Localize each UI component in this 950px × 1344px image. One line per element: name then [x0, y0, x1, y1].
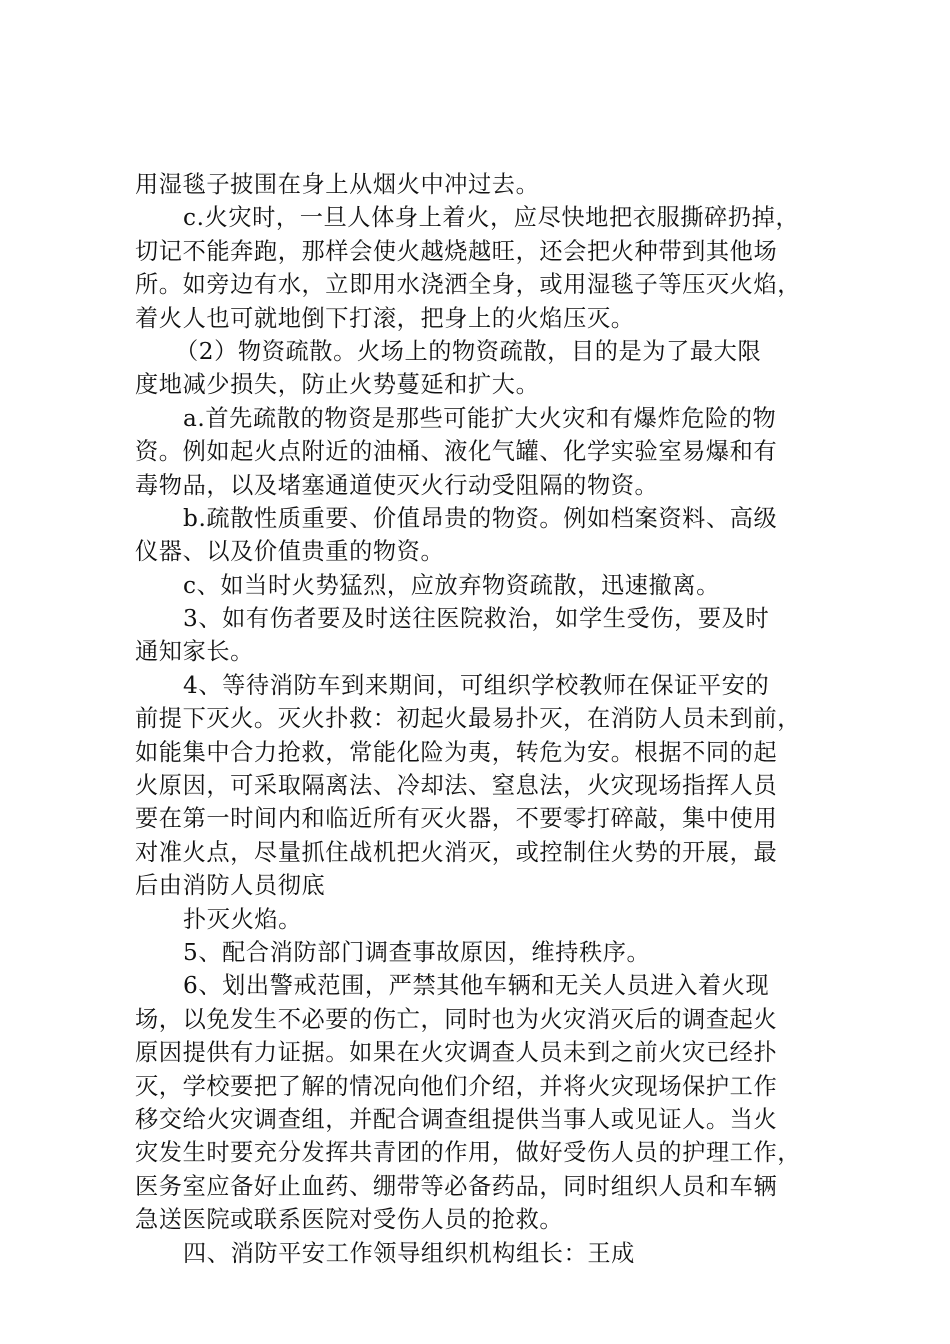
text-line: 要在第一时间内和临近所有灭火器，不要零打碎敲，集中使用	[135, 805, 778, 833]
text-line: 着火人也可就地倒下打滚，把身上的火焰压灭。	[135, 304, 635, 332]
text-line: 后由消防人员彻底	[135, 872, 326, 900]
text-line: 仪器、以及价值贵重的物资。	[135, 538, 445, 566]
text-line: 灭，学校要把了解的情况向他们介绍，并将火灾现场保护工作	[135, 1072, 778, 1100]
text-line: 移交给火灾调查组，并配合调查组提供当事人或见证人。当火	[135, 1105, 778, 1133]
text-line: 前提下灭火。灭火扑救：初起火最易扑灭，在消防人员未到前，	[135, 705, 802, 733]
text-line: 医务室应备好止血药、绷带等必备药品，同时组织人员和车辆	[135, 1172, 778, 1200]
text-line: 扑灭火焰。	[183, 905, 302, 933]
text-line: 资。例如起火点附近的油桶、液化气罐、化学实验室易爆和有	[135, 438, 778, 466]
text-line: 火原因，可采取隔离法、冷却法、窒息法，火灾现场指挥人员	[135, 772, 778, 800]
text-line: 急送医院或联系医院对受伤人员的抢救。	[135, 1206, 564, 1234]
text-line: c.火灾时，一旦人体身上着火，应尽快地把衣服撕碎扔掉，	[183, 204, 800, 232]
text-line: 度地减少损失，防止火势蔓延和扩大。	[135, 371, 540, 399]
text-line: 5、配合消防部门调查事故原因，维持秩序。	[183, 938, 651, 966]
text-line: 灾发生时要充分发挥共青团的作用，做好受伤人员的护理工作，	[135, 1139, 802, 1167]
text-line: （2）物资疏散。火场上的物资疏散，目的是为了最大限	[175, 337, 762, 365]
document-body	[135, 168, 835, 1270]
text-line: 切记不能奔跑，那样会使火越烧越旺，还会把火种带到其他场	[135, 237, 778, 265]
text-line: 场，以免发生不必要的伤亡，同时也为火灾消灭后的调查起火	[135, 1005, 778, 1033]
text-line: 6、划出警戒范围，严禁其他车辆和无关人员进入着火现	[183, 972, 770, 1000]
text-line: 3、如有伤者要及时送往医院救治，如学生受伤，要及时	[183, 605, 770, 633]
text-line: 毒物品，以及堵塞通道使灭火行动受阻隔的物资。	[135, 471, 659, 499]
text-line: 所。如旁边有水，立即用水浇洒全身，或用湿毯子等压灭火焰，	[135, 271, 802, 299]
text-line: 用湿毯子披围在身上从烟火中冲过去。	[135, 171, 540, 198]
text-line: a.首先疏散的物资是那些可能扩大火灾和有爆炸危险的物	[183, 404, 777, 432]
text-line: 四、消防平安工作领导组织机构组长：王成	[183, 1239, 635, 1267]
text-line: 如能集中合力抢救，常能化险为夷，转危为安。根据不同的起	[135, 738, 778, 766]
text-line: 通知家长。	[135, 638, 254, 666]
text-line: b.疏散性质重要、价值昂贵的物资。例如档案资料、高级	[183, 504, 778, 532]
text-line: 原因提供有力证据。如果在火灾调查人员未到之前火灾已经扑	[135, 1039, 778, 1067]
text-line: 4、等待消防车到来期间，可组织学校教师在保证平安的	[183, 671, 770, 699]
text-line: 对准火点，尽量抓住战机把火消灭，或控制住火势的开展，最	[135, 838, 778, 866]
text-line: c、如当时火势猛烈，应放弃物资疏散，迅速撤离。	[183, 571, 720, 599]
